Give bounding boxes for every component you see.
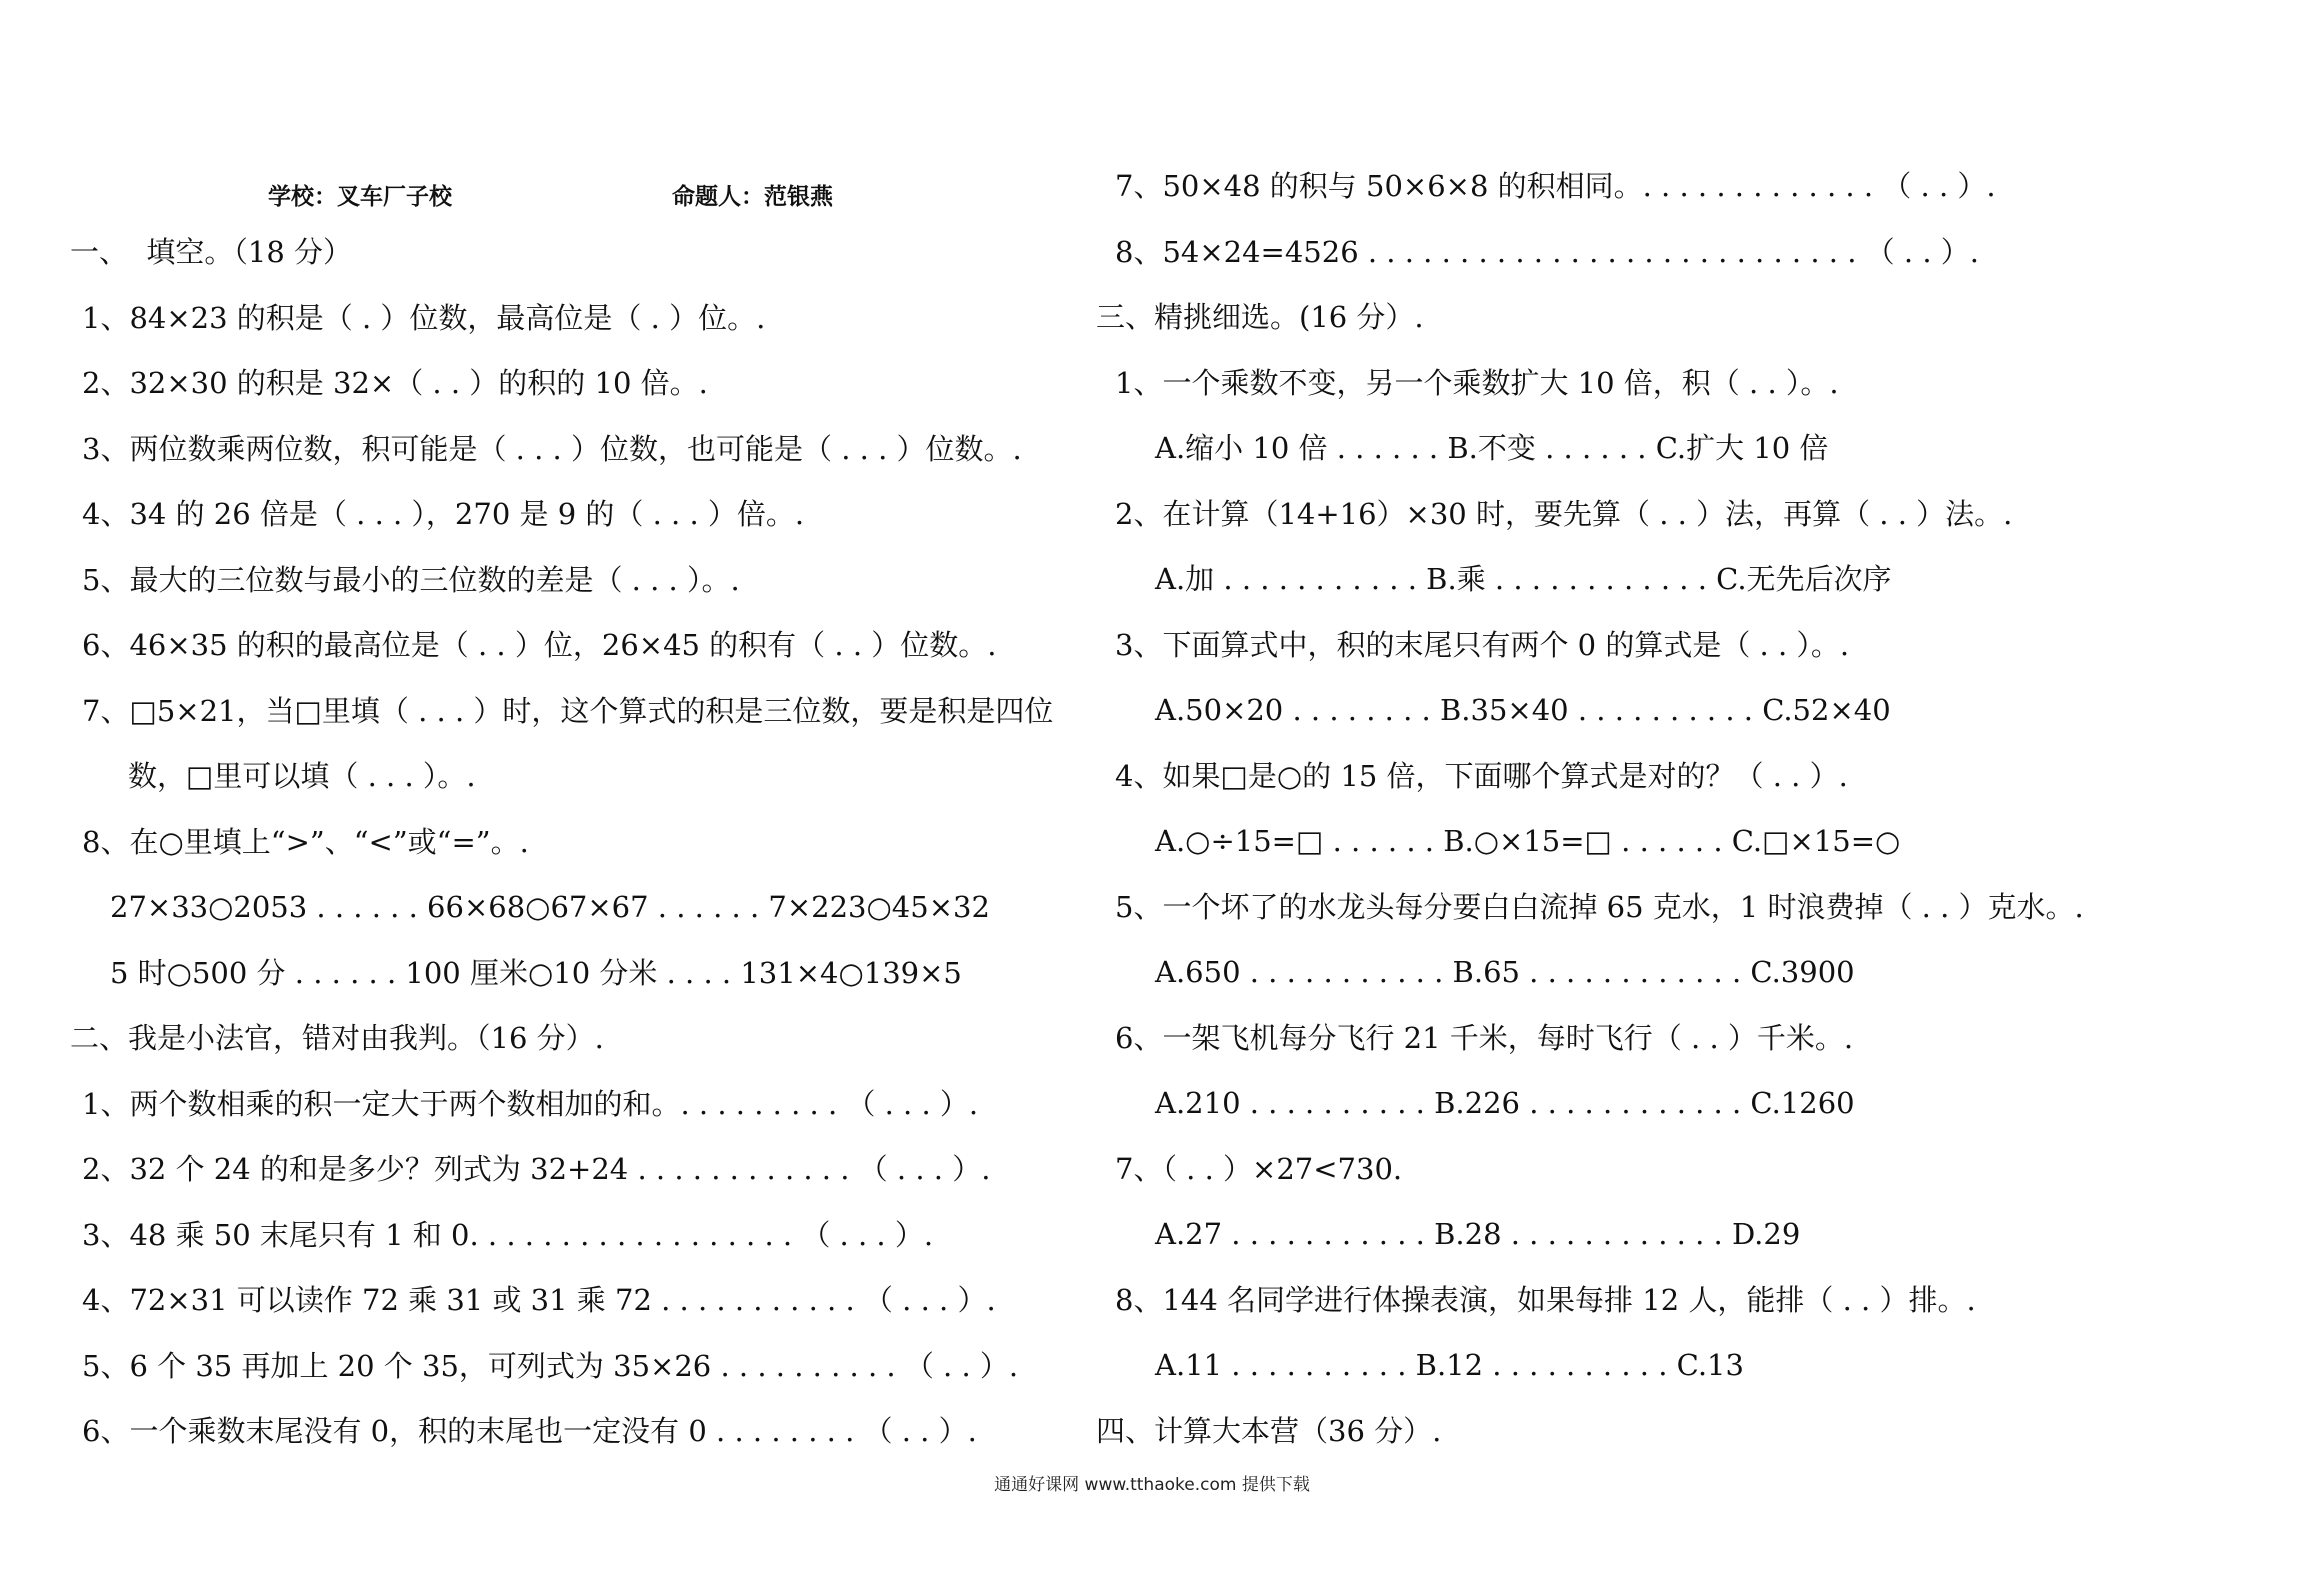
right-line: 4、如果□是○的 15 倍，下面哪个算式是对的？（ . . ）. (1115, 758, 1848, 793)
right-line: A.○÷15=□ . . . . . . B.○×15=□ . . . . . . C.□×15=○ (1155, 824, 1901, 858)
left-line: 3、两位数乘两位数，积可能是（ . . . ）位数，也可能是（ . . . ）位数。. (82, 431, 1022, 466)
left-line: 5 时○500 分 . . . . . . 100 厘米○10 分米 . . . . 131×4○139×5 (110, 955, 962, 990)
left-line: 4、72×31 可以读作 72 乘 31 或 31 乘 72 . . . . . . . . . . . （ . . . ）. (82, 1283, 996, 1317)
right-line: 四、计算大本营（36 分）. (1096, 1413, 1442, 1448)
right-line: 7、（ . . ）×27<730. (1115, 1151, 1403, 1186)
footer-watermark: 通通好课网 www.tthaoke.com 提供下载 (994, 1475, 1310, 1495)
right-line: 5、一个坏了的水龙头每分要白白流掉 65 克水，1 时浪费掉（ . . ）克水。. (1115, 889, 2084, 924)
right-line: 6、一架飞机每分飞行 21 千米，每时飞行（ . . ）千米。. (1115, 1020, 1854, 1055)
left-line: 5、6 个 35 再加上 20 个 35，可列式为 35×26 . . . . . . . . . . （ . . ）. (82, 1348, 1019, 1383)
right-line: 1、一个乘数不变，另一个乘数扩大 10 倍，积（ . . ）。. (1115, 365, 1839, 400)
left-line: 一、 填空。（18 分） (70, 235, 353, 269)
school-name: 学校：叉车厂子校 (268, 183, 452, 210)
left-line: 二、我是小法官，错对由我判。（16 分）. (70, 1021, 604, 1055)
left-line: 7、□5×21，当□里填（ . . . ）时，这个算式的积是三位数，要是积是四位 (82, 693, 1054, 728)
right-line: 7、50×48 的积与 50×6×8 的积相同。. . . . . . . . . . . . . （ . . ）. (1115, 169, 1996, 203)
right-line: A.210 . . . . . . . . . . B.226 . . . . . . . . . . . . C.1260 (1155, 1086, 1855, 1120)
right-line: 2、在计算（14+16）×30 时，要先算（ . . ）法，再算（ . . ）法。. (1115, 496, 2013, 531)
right-line: A.11 . . . . . . . . . . B.12 . . . . . . . . . . C.13 (1155, 1348, 1744, 1382)
left-line: 数，□里可以填（ . . . ）。. (128, 759, 476, 793)
left-line: 1、84×23 的积是（ . ）位数，最高位是（ . ）位。. (82, 300, 766, 335)
author-name: 命题人：范银燕 (672, 183, 833, 210)
left-line: 6、一个乘数末尾没有 0，积的末尾也一定没有 0 . . . . . . . . （ . . ）. (82, 1414, 977, 1448)
left-line: 5、最大的三位数与最小的三位数的差是（ . . . ）。. (82, 562, 740, 597)
right-line: A.650 . . . . . . . . . . . B.65 . . . . . . . . . . . . C.3900 (1155, 955, 1855, 989)
left-line: 2、32 个 24 的和是多少？列式为 32+24 . . . . . . . . . . . . （ . . . ）. (82, 1152, 991, 1186)
left-line: 27×33○2053 . . . . . . 66×68○67×67 . . . . . . 7×223○45×32 (110, 890, 990, 924)
left-line: 8、在○里填上“>”、“<”或“=”。. (82, 824, 529, 859)
left-line: 6、46×35 的积的最高位是（ . . ）位，26×45 的积有（ . . ）位数。. (82, 628, 997, 662)
right-line: 3、下面算式中，积的末尾只有两个 0 的算式是（ . . ）。. (1115, 627, 1850, 662)
left-line: 1、两个数相乘的积一定大于两个数相加的和。. . . . . . . . . （ . . . ）. (82, 1086, 979, 1121)
right-line: 8、54×24=4526 . . . . . . . . . . . . . . . . . . . . . . . . . . . （ . . ）. (1115, 234, 1979, 269)
right-line: A.50×20 . . . . . . . . B.35×40 . . . . . . . . . . C.52×40 (1155, 693, 1891, 727)
right-line: 三、精挑细选。(16 分）. (1096, 300, 1424, 334)
right-line: A.缩小 10 倍 . . . . . . B.不变 . . . . . . C.扩大 10 倍 (1155, 431, 1829, 465)
left-line: 3、48 乘 50 末尾只有 1 和 0. . . . . . . . . . . . . . . . . . （ . . . ）. (82, 1217, 934, 1252)
right-line: A.27 . . . . . . . . . . . B.28 . . . . . . . . . . . . D.29 (1155, 1217, 1801, 1251)
left-line: 2、32×30 的积是 32×（ . . ）的积的 10 倍。. (82, 366, 708, 400)
right-line: 8、144 名同学进行体操表演，如果每排 12 人，能排（ . . ）排。. (1115, 1282, 1976, 1317)
right-line: A.加 . . . . . . . . . . . B.乘 . . . . . . . . . . . . C.无先后次序 (1155, 562, 1892, 596)
left-line: 4、34 的 26 倍是（ . . . ），270 是 9 的（ . . . ）倍。. (82, 497, 805, 531)
